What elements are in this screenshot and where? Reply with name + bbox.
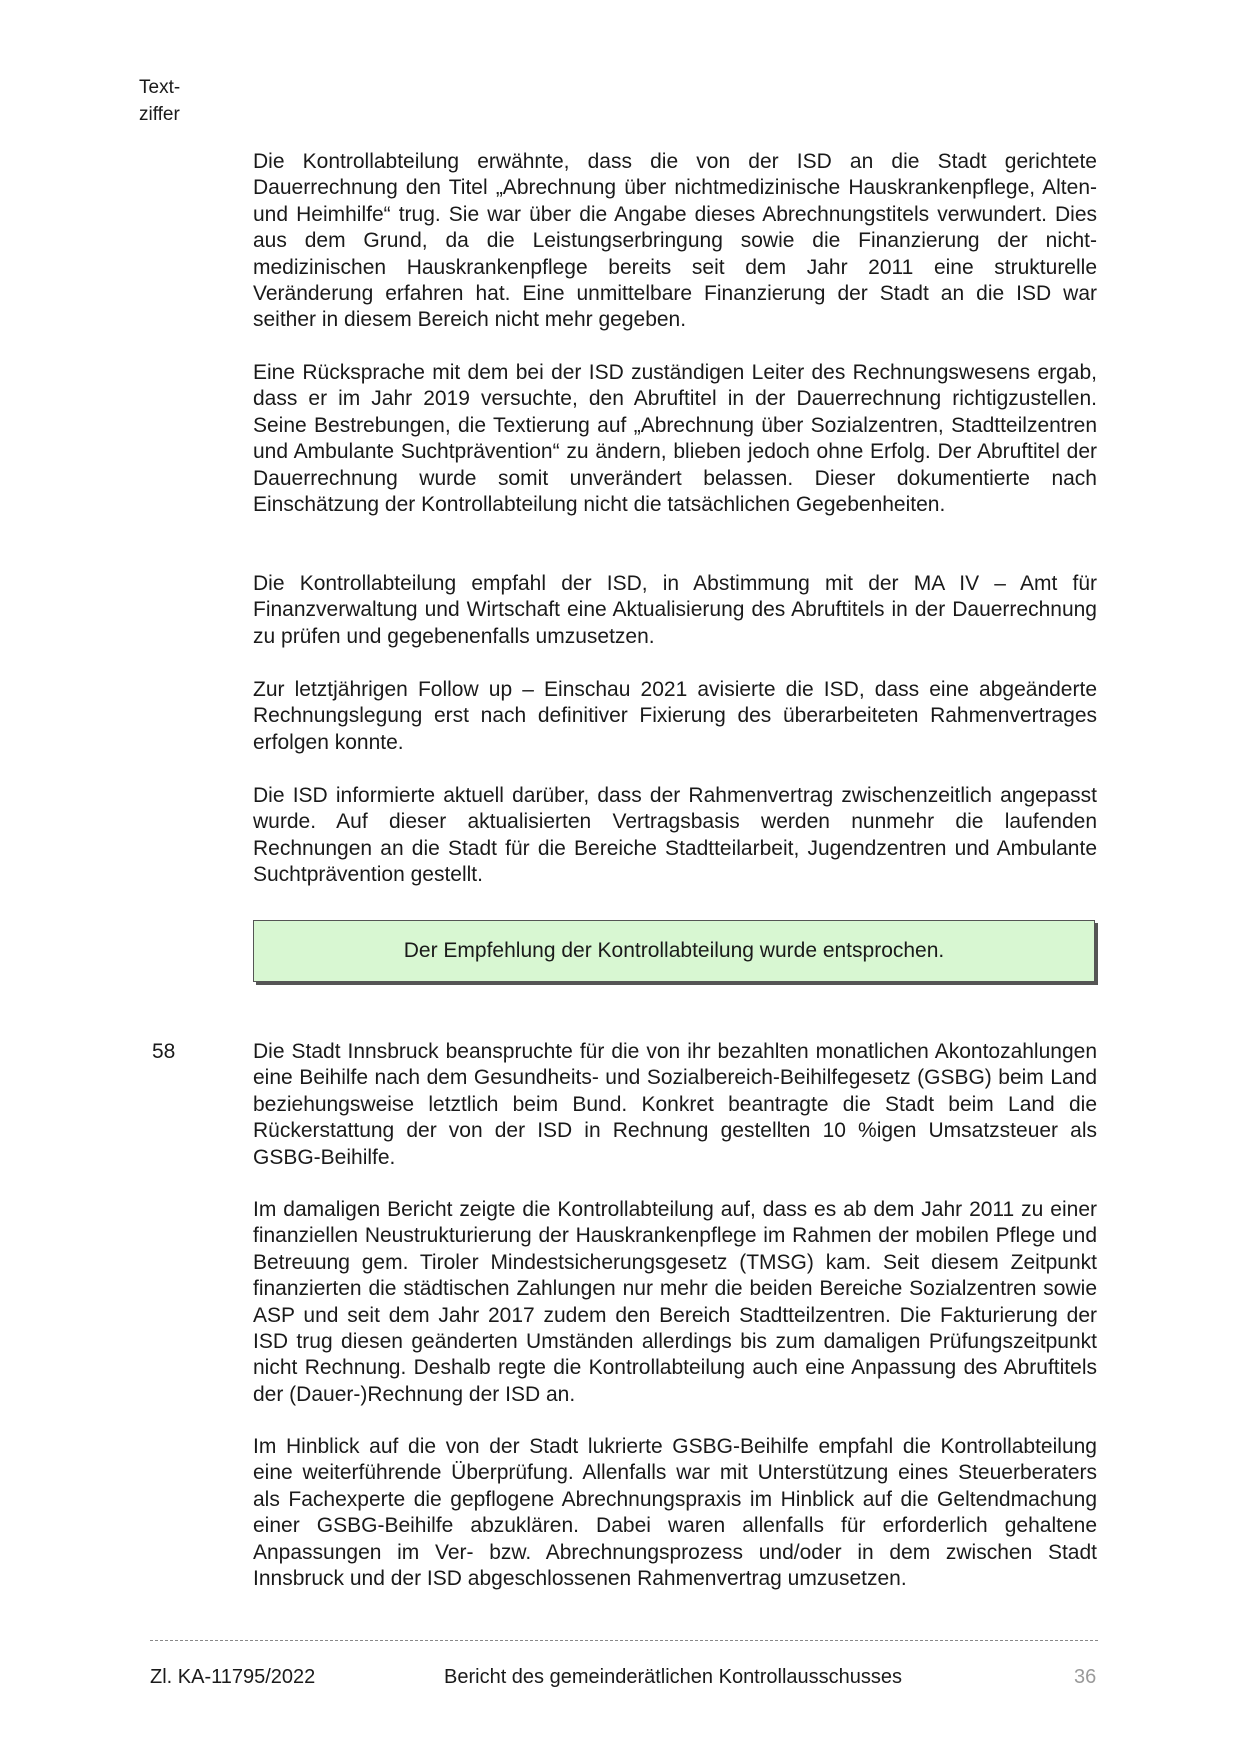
paragraph: Im Hinblick auf die von der Stadt lukrierte GSBG-Beihilfe empfahl die Kontrollabteilung eine weiterführende Überprüfung. Allenfalls war mit Unterstützung eines Steuerberaters als Fachexperte die gepflogene Abrechnungspraxis im Hinblick auf die Geltendmachung einer GSBG-Beihilfe abzuklären. Dabei waren allenfalls für erforderlich gehaltene Anpassungen im Ver- bzw. Abrechnungsprozess und/oder in dem zwischen Stadt Innsbruck und der ISD abgeschlossenen Rahmenvertrag umzusetzen. [253,1435,1097,1591]
footer-title: Bericht des gemeinderätlichen Kontrollausschusses [444,1666,903,1688]
paragraph-block-top [253,783,1097,889]
paragraph-block-top [253,677,1097,756]
recommendation-notice-box [253,920,1095,982]
paragraph-block-top [253,571,1097,650]
paragraph: Die Kontrollabteilung erwähnte, dass die von der ISD an die Stadt gerichtete Dauerrechnung den Titel „Abrechnung über nichtmedizinische Hauskrankenpflege, Alten- und Heimhilfe“ trug. Sie war über die Angabe dieses Abrechnungstitels verwundert. Dies aus dem Grund, da die Leistungserbringung sowie die Finanzierung der nicht-medizinischen Hauskrankenpflege bereits seit dem Jahr 2011 eine strukturelle Veränderung erfahren hat. Eine unmittelbare Finanzierung der Stadt an die ISD war seither in diesem Bereich nicht mehr gegeben. [253,150,1097,332]
paragraph-block-top [253,149,1097,334]
paragraph: Zur letztjährigen Follow up – Einschau 2021 avisierte die ISD, dass eine abgeänderte Rechnungslegung erst nach definitiver Fixierung des überarbeiteten Rahmenvertrages erfolgen konnte. [253,678,1097,754]
paragraph: Im damaligen Bericht zeigte die Kontrollabteilung auf, dass es ab dem Jahr 2011 zu einer finanziellen Neustrukturierung der Hauskrankenpflege im Rahmen der mobilen Pflege und Betreuung gem. Tiroler Mindestsicherungsgesetz (TMSG) kam. Seit diesem Zeitpunkt finanzierten die städtischen Zahlungen nur mehr die beiden Bereiche Sozialzentren sowie ASP und seit dem Jahr 2017 zudem den Bereich Stadtteilzentren. Die Fakturierung der ISD trug diesen geänderten Umständen allerdings bis zum damaligen Prüfungszeitpunkt nicht Rechnung. Deshalb regte die Kontrollabteilung auch eine Anpassung des Abruftitels der (Dauer-)Rechnung der ISD an. [253,1198,1097,1406]
margin-label [139,74,219,128]
paragraph: Die ISD informierte aktuell darüber, dass der Rahmenvertrag zwischenzeitlich angepasst wurde. Auf dieser aktualisierten Vertragsbasis werden nunmehr die laufenden Rechnungen an die Stadt für die Bereiche Stadtteilarbeit, Jugendzentren und Ambulante Suchtprävention gestellt. [253,784,1097,887]
section-number: 58 [152,1040,176,1063]
page-number: 36 [1074,1666,1097,1688]
margin-label-line1: Text- [139,77,181,98]
margin-label-line2: ziffer [139,104,180,125]
paragraph: Eine Rücksprache mit dem bei der ISD zuständigen Leiter des Rechnungswesens ergab, dass er im Jahr 2019 versuchte, den Abruftitel in der Dauerrechnung richtigzustellen. Seine Bestrebungen, die Textierung auf „Abrechnung über Sozialzentren, Stadtteilzentren und Ambulante Suchtprävention“ zu ändern, blieben jedoch ohne Erfolg. Der Abruftitel der Dauerrechnung wurde somit unverändert belassen. Dieser dokumentierte nach Einschätzung der Kontrollabteilung nicht die tatsächlichen Gegebenheiten. [253,361,1097,517]
paragraph: Die Stadt Innsbruck beanspruchte für die von ihr bezahlten monatlichen Akontozahlungen eine Beihilfe nach dem Gesundheits- und Sozialbereich-Beihilfegesetz (GSBG) beim Land beziehungsweise letztlich beim Bund. Konkret beantragte die Stadt beim Land die Rückerstattung der von der ISD in Rechnung gestellten 10 %igen Umsatzsteuer als GSBG-Beihilfe. [253,1040,1097,1169]
section-paragraph-block [253,1039,1097,1171]
section-paragraph-block [253,1434,1097,1592]
paragraph: Die Kontrollabteilung empfahl der ISD, in Abstimmung mit der MA IV – Amt für Finanzverwaltung und Wirtschaft eine Aktualisierung des Abruftitels in der Dauerrechnung zu prüfen und gegebenenfalls umzusetzen. [253,572,1097,648]
section-paragraph-block [253,1197,1097,1408]
recommendation-notice-text: Der Empfehlung der Kontrollabteilung wurde entsprochen. [403,939,945,962]
footer-reference: Zl. KA-11795/2022 [150,1666,316,1688]
paragraph-block-top [253,360,1097,518]
footer-divider [150,1640,1098,1641]
